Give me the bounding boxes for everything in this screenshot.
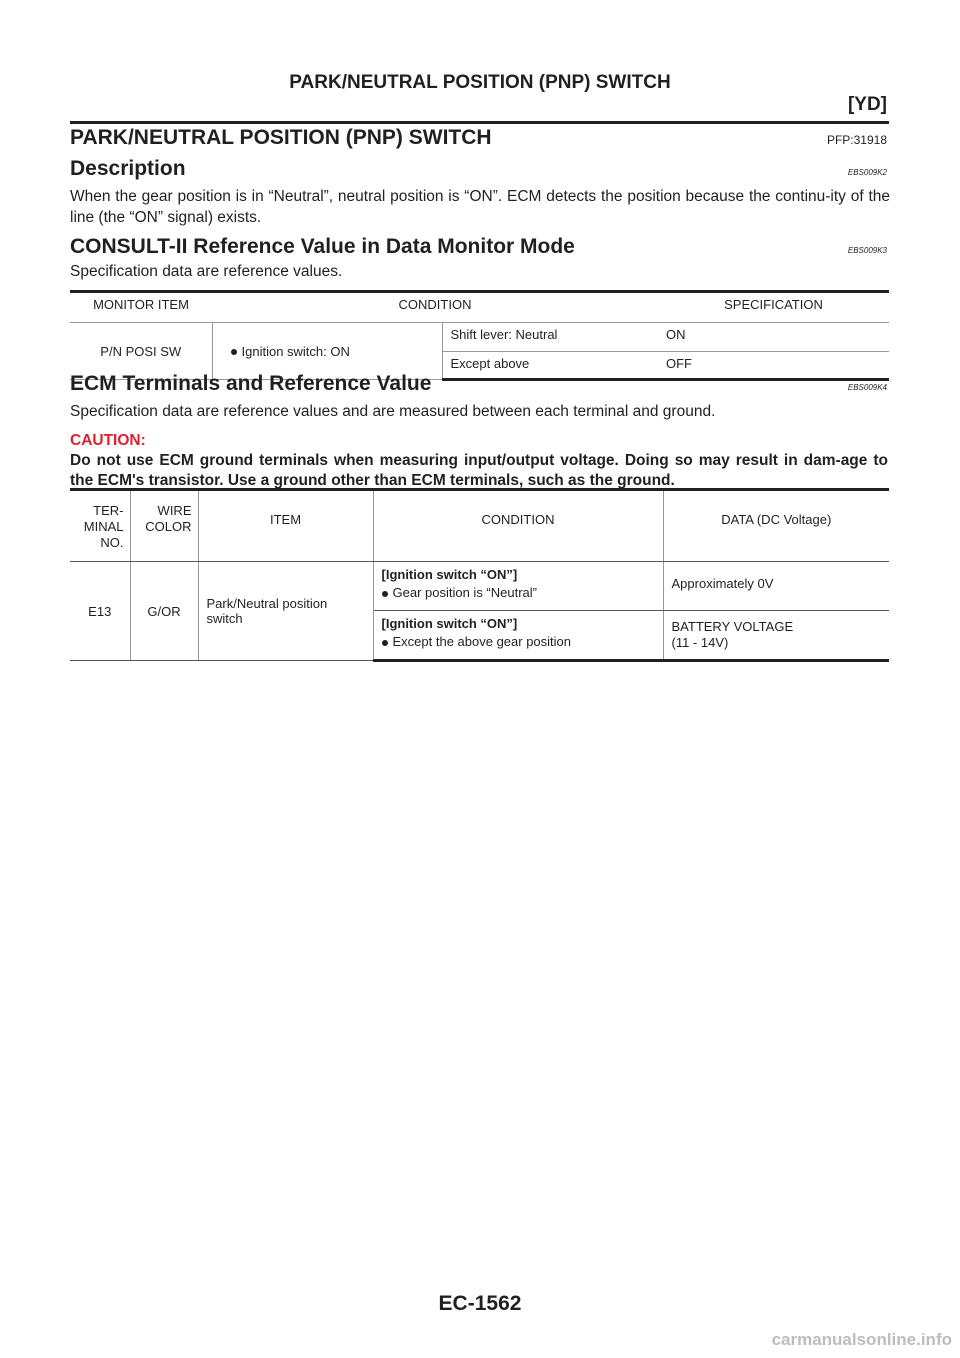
running-title: PARK/NEUTRAL POSITION (PNP) SWITCH	[289, 72, 671, 93]
condition-cell	[212, 323, 442, 380]
condition-cell	[373, 562, 663, 611]
watermark: carmanualsonline.info	[771, 1330, 952, 1349]
table-row	[70, 562, 889, 611]
column-header-condition: CONDITION	[373, 490, 663, 562]
column-header-terminal: TER- MINAL NO.	[70, 490, 130, 562]
ecm-heading: ECM Terminals and Reference Value	[70, 372, 432, 395]
consult-code: EBS009K3	[847, 246, 887, 255]
consult-table-header	[70, 292, 889, 323]
page-title: PARK/NEUTRAL POSITION (PNP) SWITCH	[70, 126, 492, 149]
header-rule	[70, 121, 889, 124]
description-text: When the gear position is in “Neutral”, neutral position is “ON”. ECM detects the position because the continu-ity of the line (the “ON” signal) exists.	[70, 188, 890, 226]
ecm-terminal-table	[70, 488, 889, 662]
ecm-code: EBS009K4	[847, 383, 887, 392]
consult-table	[70, 290, 889, 381]
description-code: EBS009K2	[847, 168, 887, 177]
page-number: EC-1562	[438, 1292, 522, 1315]
item-cell: Park/Neutral position switch	[198, 562, 373, 661]
condition-bullet-text: Gear position is “Neutral”	[392, 585, 537, 600]
data-cell	[663, 562, 889, 611]
bullet-icon	[231, 349, 237, 355]
section-tag: [YD]	[847, 94, 887, 115]
spec-cell: OFF	[658, 352, 889, 380]
column-header: CONDITION	[212, 292, 658, 323]
column-header: MONITOR ITEM	[70, 292, 212, 323]
condition-text: Ignition switch: ON	[241, 343, 350, 359]
condition-cell	[373, 611, 663, 661]
column-header-data: DATA (DC Voltage)	[663, 490, 889, 562]
data-value: Approximately 0V	[671, 576, 774, 591]
data-value: (11 - 14V)	[671, 635, 729, 650]
condition-bullet-text: Except the above gear position	[392, 634, 572, 649]
table-row	[70, 323, 889, 352]
ecm-intro: Specification data are reference values and are measured between each terminal and ground.	[70, 403, 716, 420]
column-header: SPECIFICATION	[658, 292, 889, 323]
sub-condition-cell: Shift lever: Neutral	[442, 323, 658, 352]
bullet-icon	[382, 591, 388, 597]
terminal-cell: E13	[70, 562, 130, 661]
description-heading: Description	[70, 157, 186, 180]
condition-title: [Ignition switch “ON”]	[381, 567, 518, 582]
data-value: BATTERY VOLTAGE	[671, 619, 794, 634]
condition-title: [Ignition switch “ON”]	[381, 616, 518, 631]
consult-heading: CONSULT-II Reference Value in Data Monitor Mode	[70, 235, 575, 258]
caution-text: Do not use ECM ground terminals when measuring input/output voltage. Doing so may result in dam-age to the ECM's transistor. Use a ground other than ECM terminals, such as the ground.	[70, 452, 888, 489]
consult-intro: Specification data are reference values.	[70, 263, 343, 280]
caution-label: CAUTION:	[70, 432, 146, 449]
pfp-code: PFP:31918	[826, 133, 887, 147]
wire-cell: G/OR	[130, 562, 198, 661]
spec-cell: ON	[658, 323, 889, 352]
bullet-icon	[382, 640, 388, 646]
column-header-wire: WIRE COLOR	[130, 490, 198, 562]
sub-condition-cell: Except above	[442, 352, 658, 380]
monitor-item-cell: P/N POSI SW	[70, 323, 212, 380]
data-cell	[663, 611, 889, 661]
column-header-item: ITEM	[198, 490, 373, 562]
ecm-table-header	[70, 490, 889, 562]
